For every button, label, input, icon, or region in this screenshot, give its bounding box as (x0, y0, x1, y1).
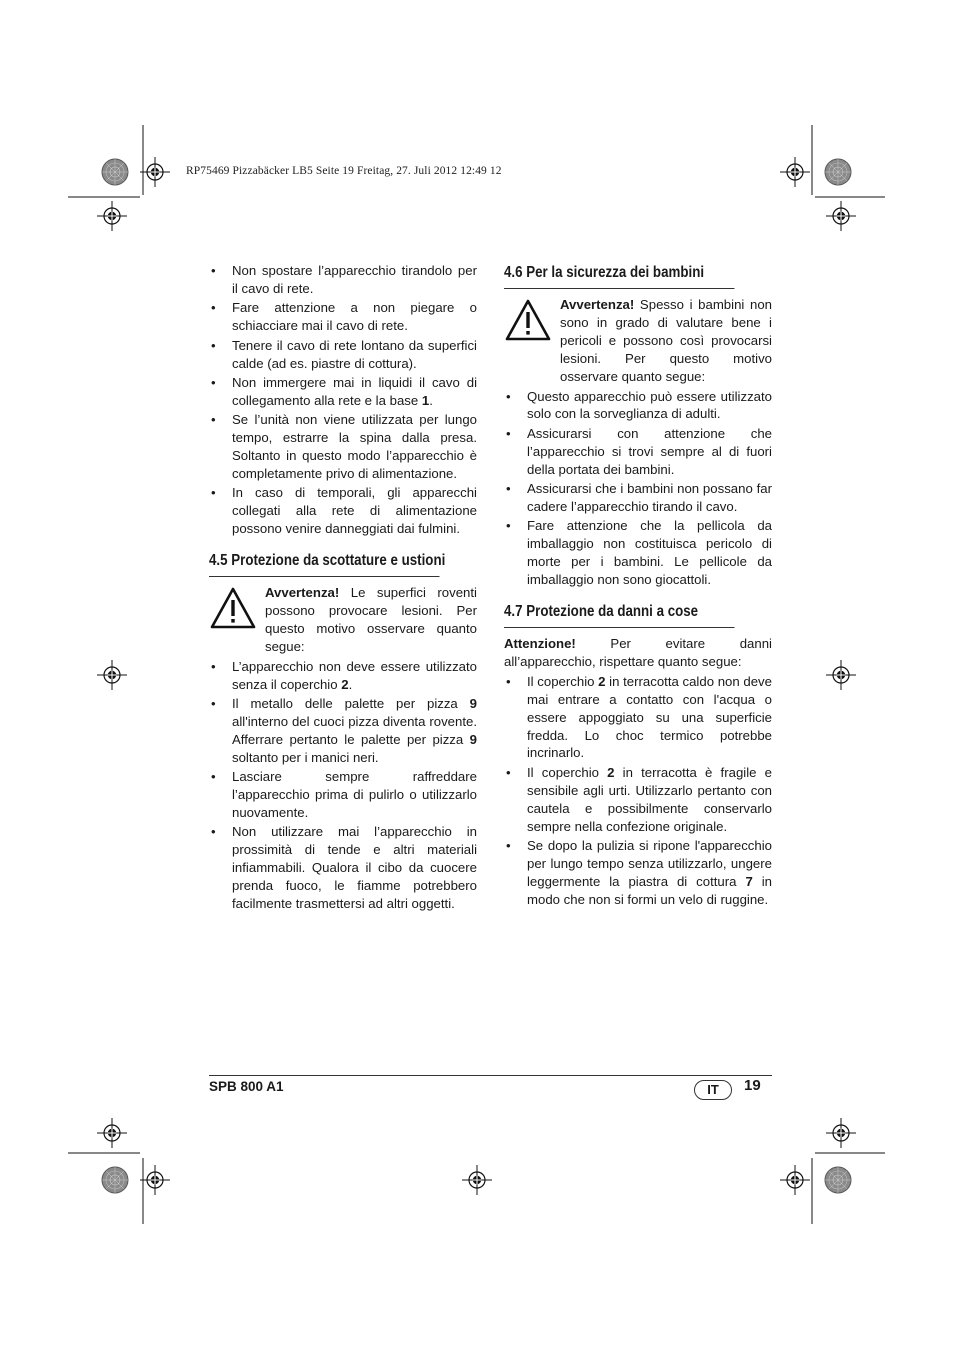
registration-mark-icon (140, 157, 170, 187)
bullet-list (209, 658, 477, 913)
list-item: • Fare attenzione a non piegare o schiacciare mai il cavo di rete. (209, 299, 477, 335)
warning-triangle-icon (209, 584, 265, 656)
list-item: • Assicurarsi che i bambini non possano far cadere l’apparecchio tirando il cavo. (504, 480, 772, 516)
print-info-line: RP75469 Pizzabäcker LB5 Seite 19 Freitag, 27. Juli 2012 12:49 12 (186, 165, 502, 177)
registration-mark-icon (462, 1165, 492, 1195)
page-number: 19 (744, 1077, 761, 1094)
registration-mark-icon (780, 157, 810, 187)
list-item: • In caso di temporali, gli apparecchi collegati alla rete di alimentazione possono venire danneggiati dai fulmini. (209, 484, 477, 538)
bullet-list (209, 262, 477, 538)
list-item: • Il coperchio 2 in terracotta caldo non deve mai entrare a contatto con l'acqua o essere appoggiato su una superficie fredda. Lo choc termico potrebbe incrinarlo. (504, 673, 772, 763)
footer-model: SPB 800 A1 (209, 1079, 284, 1094)
list-item: • L’apparecchio non deve essere utilizzato senza il coperchio 2. (209, 658, 477, 694)
section-4-5 (209, 550, 477, 913)
part-number: 7 (745, 873, 753, 889)
list-item: • Questo apparecchio può essere utilizzato solo con la sorveglianza di adulti. (504, 388, 772, 424)
list-item: • Fare attenzione che la pellicola da imballaggio non costituisca pericolo di morte per i bambini. Le pellicole da imballaggio non sono giocattoli. (504, 517, 772, 589)
list-item: • Se l’unità non viene utilizzata per lungo tempo, estrarre la spina dalla presa. Soltanto in questo modo l’apparecchio è completamente privo di alimentazione. (209, 411, 477, 483)
registration-mark-icon (826, 201, 856, 231)
registration-mark-icon (97, 660, 127, 690)
warning-triangle-icon (504, 296, 560, 386)
list-item: • Assicurarsi con attenzione che l’apparecchio si trovi sempre al di fuori della portata dei bambini. (504, 425, 772, 479)
warning-text: Avvertenza! Le superfici roventi possono provocare lesioni. Per questo motivo osservare quanto segue: (265, 585, 477, 654)
warning-label: Avvertenza! (560, 297, 635, 312)
attention-note: Attenzione! Per evitare danni all’apparecchio, rispettare quanto segue: (504, 636, 772, 669)
list-item: • Non immergere mai in liquidi il cavo di collegamento alla rete e la base 1. (209, 374, 477, 410)
color-wheel-icon (102, 1167, 128, 1193)
part-number: 1 (421, 392, 430, 408)
section-title: 4.6 Per la sicurezza dei bambini (504, 262, 734, 289)
registration-mark-icon (780, 1165, 810, 1195)
language-badge: IT (694, 1080, 732, 1100)
section-title: 4.5 Protezione da scottature e ustioni (209, 550, 439, 577)
bullet-list (504, 673, 772, 909)
attention-label: Attenzione! (504, 636, 576, 651)
footer-rule (209, 1075, 772, 1076)
list-item: • Lasciare sempre raffreddare l’apparecchio prima di pulirlo o utilizzarlo nuovamente. (209, 768, 477, 822)
list-item: • Non spostare l’apparecchio tirandolo per il cavo di rete. (209, 262, 477, 298)
bullet-list (504, 388, 772, 589)
registration-mark-icon (97, 1118, 127, 1148)
part-number: 2 (607, 764, 615, 780)
list-item: • Il metallo delle palette per pizza 9 all'interno del cuoci pizza diventa rovente. Afferrare pertanto le palette per pizza 9 soltanto per i manici neri. (209, 695, 477, 767)
warning-text: Avvertenza! Spesso i bambini non sono in grado di valutare bene i pericoli e possono così provocarsi lesioni. Per questo motivo osservare quanto segue: (560, 297, 772, 384)
list-item: • Se dopo la pulizia si ripone l'apparecchio per lungo tempo senza utilizzarlo, ungere leggermente la piastra di cottura 7 in modo che non si formi un velo di ruggine. (504, 837, 772, 909)
part-number: 2 (598, 673, 606, 689)
color-wheel-icon (825, 159, 851, 185)
section-4-7 (504, 601, 772, 909)
part-number: 9 (469, 696, 477, 712)
warning-block (504, 296, 772, 386)
part-number: 2 (341, 676, 349, 692)
color-wheel-icon (102, 159, 128, 185)
registration-mark-icon (826, 1118, 856, 1148)
part-number: 9 (469, 731, 477, 747)
list-item: • Il coperchio 2 in terracotta è fragile e sensibile agli urti. Utilizzarlo pertanto con cautela e possibilmente conservarlo sempre nella confezione originale. (504, 764, 772, 836)
section-title: 4.7 Protezione da danni a cose (504, 601, 734, 628)
registration-mark-icon (140, 1165, 170, 1195)
section-4-6 (504, 262, 772, 589)
left-column (209, 262, 477, 914)
registration-mark-icon (97, 201, 127, 231)
color-wheel-icon (825, 1167, 851, 1193)
registration-mark-icon (826, 660, 856, 690)
list-item: • Non utilizzare mai l’apparecchio in prossimità di tende e altri materiali infiammabili. Qualora il cibo da cuocere prenda fuoco, le fiamme potrebbero facilmente trasmettersi ad altri oggetti. (209, 823, 477, 913)
right-column (504, 262, 772, 910)
list-item: • Tenere il cavo di rete lontano da superfici calde (ad es. piastre di cottura). (209, 337, 477, 373)
warning-label: Avvertenza! (265, 585, 340, 601)
warning-block (209, 584, 477, 656)
